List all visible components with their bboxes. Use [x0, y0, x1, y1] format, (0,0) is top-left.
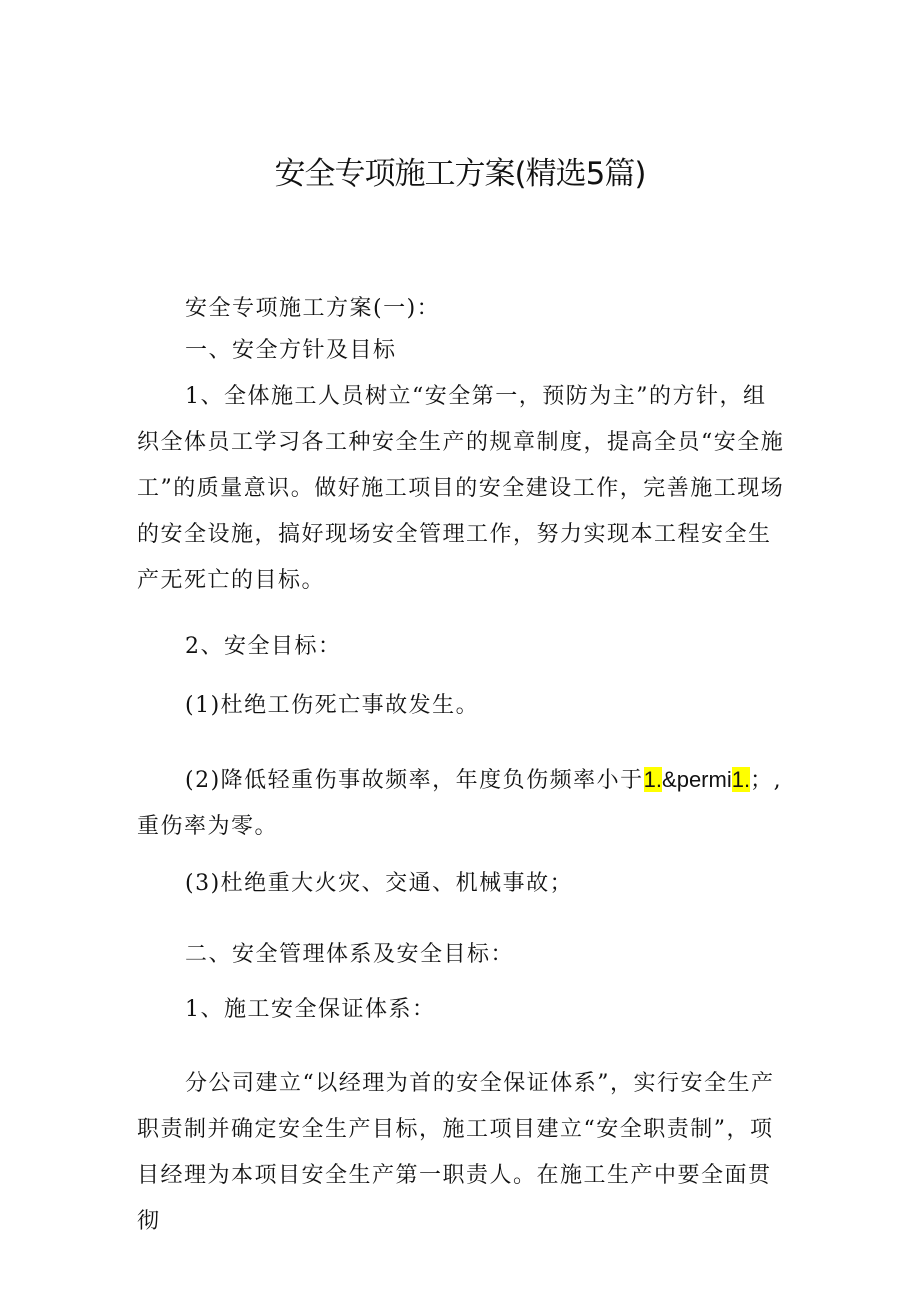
item2-paragraph — [137, 624, 789, 670]
item1-text: 1、全体施工人员树立“安全第一，预防为主”的方针，组织全体员工学习各工种安全生产的规章制度，提高全员“安全施工”的质量意识。做好施工项目的安全建设工作，完善施工现场的安全设施，搞好现场安全管理工作，努力实现本工程安全生产无死亡的目标。 — [137, 384, 785, 593]
goal2-highlight-1: 1. — [643, 767, 663, 792]
part1-heading-text: 一、安全方针及目标 — [185, 338, 397, 363]
section1-heading-text: 安全专项施工方案(一)： — [185, 296, 441, 321]
item1-paragraph — [137, 374, 789, 604]
goal2-highlight-2: 1. — [731, 767, 751, 792]
goal3-text: (3)杜绝重大火灾、交通、机械事故； — [185, 871, 574, 896]
goal1-text: (1)杜绝工伤死亡事故发生。 — [185, 693, 480, 718]
last-paragraph — [137, 1061, 789, 1245]
part2-heading — [137, 932, 789, 978]
goal2-prefix: (2)降低轻重伤事故频率，年度负伤频率小于 — [185, 768, 644, 793]
goal1-paragraph — [137, 683, 789, 729]
document-title: 安全专项施工方案(精选5篇) — [274, 156, 646, 192]
sub1-text: 1、施工安全保证体系： — [185, 997, 436, 1022]
goal2-mid: &permi — [662, 767, 732, 792]
goal2-suffix: ；,重伤率为零。 — [137, 768, 783, 839]
section1-heading — [137, 286, 789, 332]
sub1-heading — [137, 987, 789, 1033]
part2-heading-text: 二、安全管理体系及安全目标： — [185, 942, 515, 967]
last-paragraph-text: 分公司建立“以经理为首的安全保证体系”，实行安全生产职责制并确定安全生产目标，施工项目建立“安全职责制”，项目经理为本项目安全生产第一职责人。在施工生产中要全面贯彻 — [137, 1071, 775, 1234]
goal2-text — [137, 757, 789, 850]
goal3-paragraph — [137, 861, 789, 907]
goal2-paragraph — [137, 757, 789, 850]
part1-heading — [137, 328, 789, 374]
item2-text: 2、安全目标： — [185, 634, 342, 659]
